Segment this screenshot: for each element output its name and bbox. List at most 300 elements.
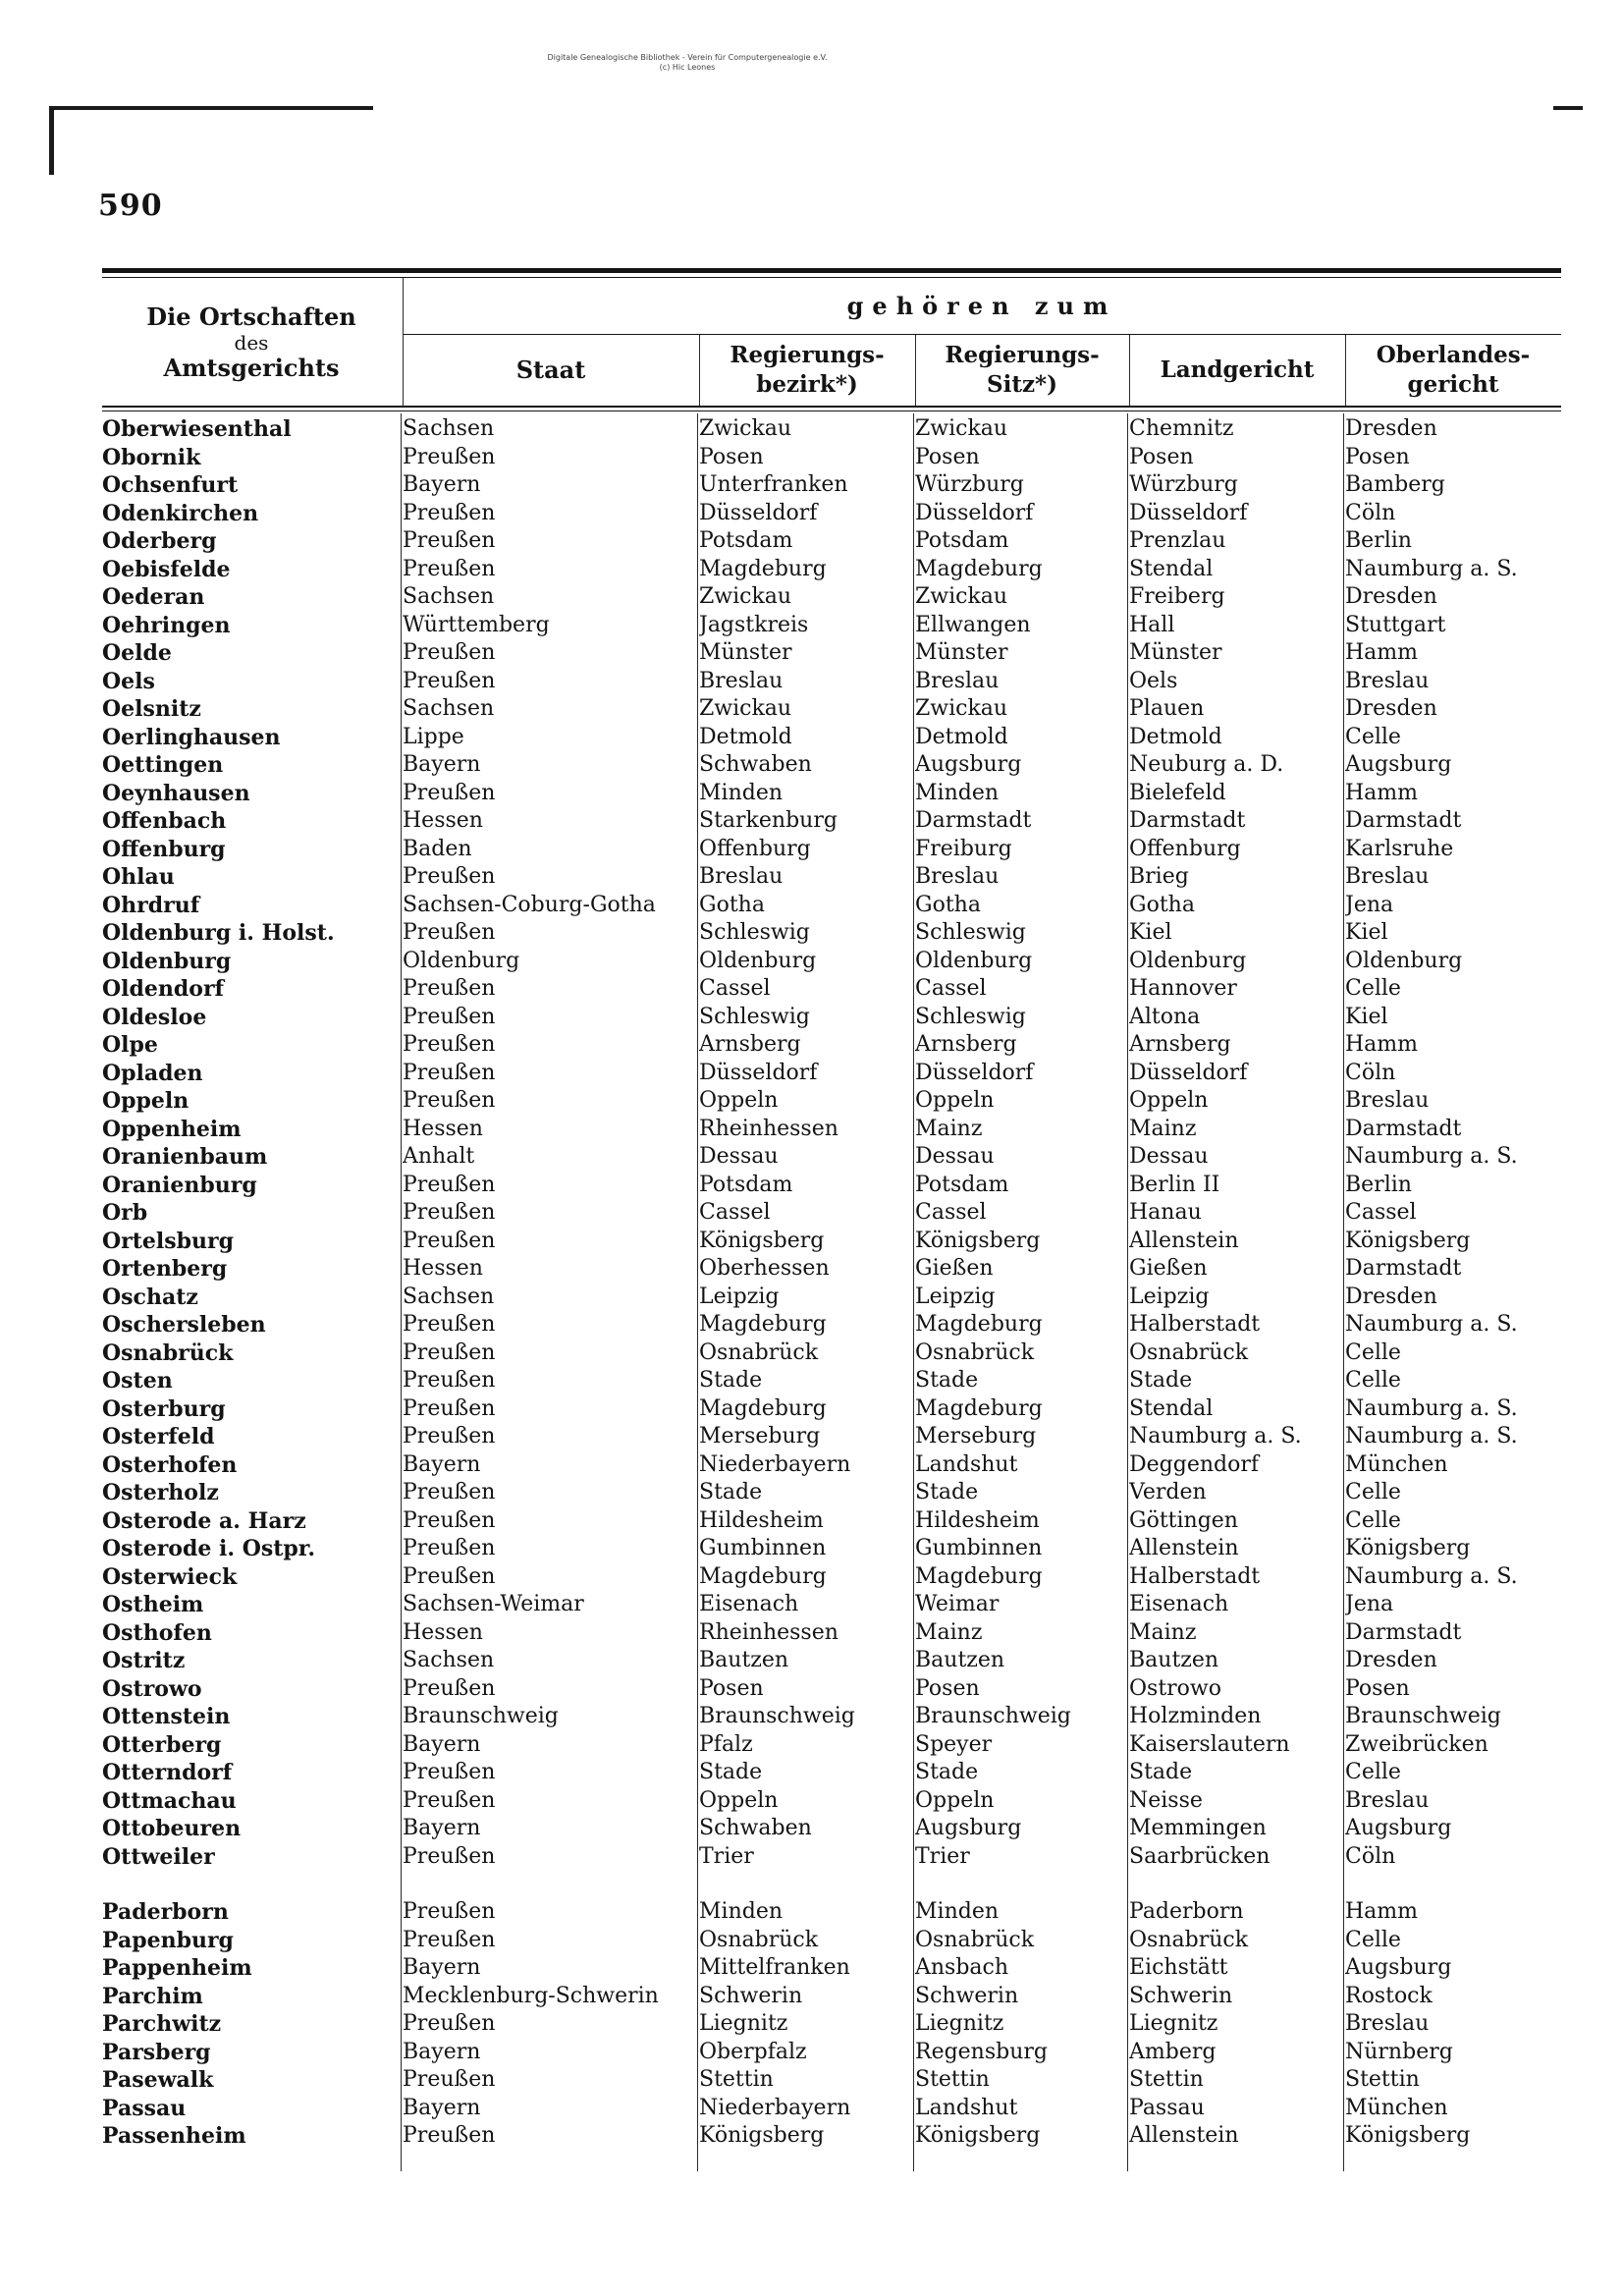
- court-cell: Passau: [1129, 2095, 1205, 2120]
- seat-cell: Potsdam: [915, 1172, 1009, 1197]
- seat-cell: Landshut: [915, 1451, 1018, 1477]
- place-cell: Osterhofen: [102, 1451, 238, 1478]
- place-cell: Osterwieck: [102, 1563, 238, 1590]
- district-cell: Magdeburg: [699, 1563, 827, 1589]
- place-cell: Parchwitz: [102, 2011, 222, 2037]
- court-cell: Gotha: [1129, 892, 1195, 917]
- header-high-court: [1345, 335, 1561, 406]
- seat-cell: Minden: [915, 1899, 1000, 1924]
- court-cell: Paderborn: [1129, 1899, 1244, 1924]
- table-row: [98, 1927, 1561, 1955]
- seat-cell: Münster: [915, 640, 1008, 665]
- state-cell: Preußen: [403, 920, 496, 945]
- district-cell: Offenburg: [699, 836, 811, 861]
- table-row: [98, 2039, 1561, 2067]
- court-cell: Oldenburg: [1129, 948, 1247, 973]
- state-cell: Baden: [403, 836, 472, 861]
- place-cell: Offenbach: [102, 808, 227, 834]
- district-cell: Cassel: [699, 1200, 771, 1225]
- court-cell: Allenstein: [1129, 1228, 1239, 1253]
- court-cell: Münster: [1129, 640, 1222, 665]
- place-cell: Oberwiesenthal: [102, 416, 292, 442]
- district-cell: Dessau: [699, 1144, 779, 1169]
- place-cell: Osterholz: [102, 1480, 219, 1505]
- high-court-cell: Dresden: [1345, 1284, 1437, 1309]
- state-cell: Hessen: [403, 1256, 483, 1281]
- high-court-cell: Breslau: [1345, 668, 1430, 693]
- court-cell: Oels: [1129, 668, 1178, 693]
- seat-cell: Ansbach: [915, 1955, 1009, 1980]
- high-court-cell: Darmstadt: [1345, 1256, 1462, 1281]
- high-court-cell: Stettin: [1345, 2067, 1420, 2092]
- state-cell: Preußen: [403, 556, 496, 581]
- state-cell: Preußen: [403, 976, 496, 1001]
- court-cell: Brieg: [1129, 864, 1189, 889]
- table-row: [98, 1395, 1561, 1424]
- seat-cell: Magdeburg: [915, 556, 1043, 581]
- seat-cell: Leipzig: [915, 1284, 996, 1309]
- state-cell: Braunschweig: [403, 1704, 559, 1728]
- seat-cell: Magdeburg: [915, 1563, 1043, 1589]
- high-court-cell: Breslau: [1345, 864, 1430, 889]
- high-court-cell: Braunschweig: [1345, 1704, 1501, 1728]
- high-court-cell: Cöln: [1345, 1060, 1396, 1085]
- court-cell: Posen: [1129, 444, 1194, 469]
- place-cell: Osthofen: [102, 1619, 212, 1646]
- high-court-cell: Posen: [1345, 444, 1410, 469]
- table-row: [98, 471, 1561, 500]
- table-row: [98, 1423, 1561, 1451]
- state-cell: Sachsen-Coburg-Gotha: [403, 892, 656, 917]
- court-cell: Verden: [1129, 1480, 1207, 1504]
- district-cell: Königsberg: [699, 2123, 825, 2148]
- district-cell: Breslau: [699, 668, 784, 693]
- state-cell: Preußen: [403, 1312, 496, 1337]
- place-cell: Osterode a. Harz: [102, 1507, 306, 1534]
- district-cell: Oppeln: [699, 1787, 779, 1813]
- court-cell: Amberg: [1129, 2039, 1217, 2064]
- district-cell: Gotha: [699, 892, 765, 917]
- high-court-cell: München: [1345, 1451, 1448, 1477]
- place-cell: Oranienburg: [102, 1172, 257, 1198]
- seat-cell: Trier: [915, 1843, 970, 1869]
- place-cell: Ostheim: [102, 1592, 204, 1617]
- table-row: [98, 1563, 1561, 1592]
- table-row: [98, 807, 1561, 836]
- seat-cell: Potsdam: [915, 528, 1009, 553]
- scan-edge-mark: [49, 106, 54, 175]
- high-court-cell: Jena: [1345, 1592, 1394, 1616]
- district-cell: Schwaben: [699, 752, 812, 777]
- high-court-cell: Breslau: [1345, 2011, 1430, 2036]
- table-row: [98, 556, 1561, 584]
- seat-cell: Magdeburg: [915, 1312, 1043, 1337]
- place-cell: Osten: [102, 1368, 173, 1394]
- header-group: [403, 279, 1561, 334]
- high-court-cell: Nürnberg: [1345, 2039, 1453, 2064]
- table-row: [98, 1339, 1561, 1368]
- state-cell: Sachsen: [403, 584, 495, 609]
- court-cell: Stade: [1129, 1368, 1193, 1393]
- state-cell: Preußen: [403, 1675, 496, 1701]
- court-cell: Oppeln: [1129, 1088, 1209, 1113]
- seat-cell: Mainz: [915, 1116, 983, 1141]
- seat-cell: Zwickau: [915, 584, 1008, 609]
- court-cell: Neisse: [1129, 1787, 1203, 1813]
- place-cell: Ochsenfurt: [102, 472, 239, 498]
- seat-cell: Osnabrück: [915, 1339, 1035, 1365]
- district-cell: Münster: [699, 640, 792, 665]
- header-group-label: gehören zum: [846, 292, 1117, 320]
- table-row: [98, 1787, 1561, 1816]
- state-cell: Bayern: [403, 1451, 481, 1477]
- district-cell: Posen: [699, 1675, 764, 1701]
- district-cell: Niederbayern: [699, 1451, 851, 1477]
- high-court-cell: Königsberg: [1345, 2123, 1471, 2148]
- state-cell: Preußen: [403, 1760, 496, 1784]
- table-row: [98, 948, 1561, 976]
- seat-cell: Magdeburg: [915, 1395, 1043, 1421]
- high-court-cell: Hamm: [1345, 780, 1419, 805]
- header-place: [102, 279, 401, 406]
- place-cell: Ohrdruf: [102, 892, 200, 918]
- place-cell: Oelsnitz: [102, 696, 201, 722]
- table-row: [98, 1759, 1561, 1787]
- table-row: [98, 1311, 1561, 1339]
- state-cell: Hessen: [403, 808, 483, 833]
- seat-cell: Düsseldorf: [915, 1060, 1034, 1085]
- scan-edge-mark: [1553, 106, 1583, 110]
- place-cell: Passenheim: [102, 2123, 246, 2149]
- state-cell: Hessen: [403, 1619, 483, 1645]
- state-cell: Bayern: [403, 2095, 481, 2120]
- header-court-label: Landgericht: [1160, 356, 1315, 383]
- seat-cell: Mainz: [915, 1619, 983, 1645]
- state-cell: Preußen: [403, 1899, 496, 1924]
- court-cell: Mainz: [1129, 1116, 1197, 1141]
- seat-cell: Weimar: [915, 1592, 1000, 1616]
- high-court-cell: Dresden: [1345, 584, 1437, 609]
- state-cell: Preußen: [403, 1395, 496, 1421]
- state-cell: Bayern: [403, 752, 481, 777]
- high-court-cell: Darmstadt: [1345, 1619, 1462, 1645]
- district-cell: Jagstkreis: [699, 612, 809, 637]
- seat-cell: Schwerin: [915, 1983, 1019, 2008]
- header-seat-line-2: Sitz*): [987, 371, 1057, 398]
- state-cell: Bayern: [403, 1731, 481, 1757]
- table-row: [98, 1647, 1561, 1675]
- place-cell: Pasewalk: [102, 2067, 214, 2093]
- place-cell: Parsberg: [102, 2039, 211, 2065]
- watermark-line-1: Digitale Genealogische Bibliothek - Verein für Computergenealogie e.V.: [547, 53, 828, 62]
- court-cell: Kiel: [1129, 920, 1172, 945]
- district-cell: Königsberg: [699, 1228, 825, 1253]
- district-cell: Eisenach: [699, 1592, 799, 1616]
- high-court-cell: Augsburg: [1345, 752, 1452, 777]
- place-cell: Parchim: [102, 1983, 203, 2009]
- court-cell: Holzminden: [1129, 1704, 1262, 1728]
- court-cell: Offenburg: [1129, 836, 1241, 861]
- seat-cell: Braunschweig: [915, 1704, 1071, 1728]
- table-row: [98, 1815, 1561, 1843]
- table-row: [98, 836, 1561, 864]
- seat-cell: Königsberg: [915, 1228, 1041, 1253]
- table-row: [98, 780, 1561, 808]
- high-court-cell: Breslau: [1345, 1088, 1430, 1113]
- table-row: [98, 1367, 1561, 1395]
- seat-cell: Bautzen: [915, 1648, 1005, 1672]
- table-row: [98, 1116, 1561, 1144]
- table-row: [98, 1591, 1561, 1619]
- seat-cell: Freiburg: [915, 836, 1012, 861]
- header-top-rule: [102, 268, 1561, 273]
- seat-cell: Oppeln: [915, 1088, 995, 1113]
- state-cell: Preußen: [403, 640, 496, 665]
- header-place-line-2: des: [234, 330, 269, 355]
- place-cell: Oldenburg i. Holst.: [102, 920, 335, 946]
- place-cell: Oelde: [102, 640, 172, 666]
- header-state: [403, 335, 699, 406]
- district-cell: Potsdam: [699, 1172, 793, 1197]
- state-cell: Preußen: [403, 1563, 496, 1589]
- place-cell: Oederan: [102, 584, 205, 610]
- place-cell: Obornik: [102, 444, 201, 470]
- court-cell: Bielefeld: [1129, 780, 1226, 805]
- district-cell: Trier: [699, 1843, 754, 1869]
- high-court-cell: Celle: [1345, 1480, 1401, 1504]
- high-court-cell: Dresden: [1345, 1648, 1437, 1672]
- district-cell: Cassel: [699, 976, 771, 1001]
- place-cell: Otterndorf: [102, 1760, 233, 1785]
- court-cell: Hall: [1129, 612, 1175, 637]
- seat-cell: Schleswig: [915, 920, 1026, 945]
- seat-cell: Arnsberg: [915, 1032, 1017, 1057]
- table-row: [98, 1535, 1561, 1563]
- place-cell: Ottobeuren: [102, 1816, 242, 1841]
- table-row: [98, 724, 1561, 752]
- court-cell: Allenstein: [1129, 2123, 1239, 2148]
- court-cell: Berlin II: [1129, 1172, 1220, 1197]
- district-cell: Zwickau: [699, 584, 792, 609]
- high-court-cell: Darmstadt: [1345, 1116, 1462, 1141]
- place-cell: Osnabrück: [102, 1339, 234, 1366]
- seat-cell: Düsseldorf: [915, 500, 1034, 525]
- seat-cell: Oldenburg: [915, 948, 1033, 973]
- court-cell: Prenzlau: [1129, 528, 1226, 553]
- high-court-cell: Naumburg a. S.: [1345, 1395, 1518, 1421]
- place-cell: Osterburg: [102, 1395, 226, 1422]
- state-cell: Preußen: [403, 668, 496, 693]
- court-cell: Memmingen: [1129, 1816, 1267, 1840]
- high-court-cell: Naumburg a. S.: [1345, 1144, 1518, 1169]
- state-cell: Preußen: [403, 1843, 496, 1869]
- table-row: [98, 444, 1561, 472]
- district-cell: Oberpfalz: [699, 2039, 807, 2064]
- header-place-line-3: Amtsgerichts: [163, 353, 340, 382]
- table-body: [98, 415, 1561, 2151]
- high-court-cell: Augsburg: [1345, 1955, 1452, 1980]
- district-cell: Posen: [699, 444, 764, 469]
- state-cell: Preußen: [403, 1200, 496, 1225]
- seat-cell: Cassel: [915, 1200, 987, 1225]
- place-cell: Oettingen: [102, 752, 224, 778]
- watermark-line-2: (c) Hic Leones: [659, 63, 716, 72]
- state-cell: Preußen: [403, 864, 496, 889]
- district-cell: Bautzen: [699, 1648, 789, 1672]
- header-court: [1129, 335, 1345, 406]
- district-cell: Osnabrück: [699, 1339, 819, 1365]
- table-row: [98, 2066, 1561, 2095]
- seat-cell: Stettin: [915, 2067, 990, 2092]
- state-cell: Preußen: [403, 1339, 496, 1365]
- seat-cell: Cassel: [915, 976, 987, 1001]
- place-cell: Osterfeld: [102, 1424, 215, 1449]
- high-court-cell: Königsberg: [1345, 1536, 1471, 1560]
- district-cell: Schleswig: [699, 1004, 810, 1029]
- district-cell: Arnsberg: [699, 1032, 801, 1057]
- state-cell: Bayern: [403, 1816, 481, 1840]
- place-cell: Oranienbaum: [102, 1144, 268, 1170]
- court-cell: Saarbrücken: [1129, 1843, 1271, 1869]
- table-row: [98, 639, 1561, 668]
- court-cell: Mainz: [1129, 1619, 1197, 1645]
- state-cell: Preußen: [403, 1536, 496, 1560]
- district-cell: Osnabrück: [699, 1927, 819, 1952]
- scan-edge-mark: [49, 106, 373, 110]
- court-cell: Kaiserslautern: [1129, 1731, 1290, 1757]
- header-high-court-line-2: gericht: [1407, 371, 1499, 398]
- place-cell: Ottenstein: [102, 1704, 231, 1729]
- table-row: [98, 2095, 1561, 2123]
- district-cell: Braunschweig: [699, 1704, 855, 1728]
- table-row: [98, 695, 1561, 724]
- table-row: [98, 975, 1561, 1004]
- header-place-line-1: Die Ortschaften: [146, 301, 356, 331]
- table-row: [98, 1060, 1561, 1088]
- page-number: 590: [98, 189, 163, 223]
- district-cell: Oberhessen: [699, 1256, 830, 1281]
- high-court-cell: Hamm: [1345, 1899, 1419, 1924]
- court-cell: Stade: [1129, 1760, 1193, 1784]
- court-cell: Detmold: [1129, 724, 1222, 749]
- district-cell: Schwerin: [699, 1983, 803, 2008]
- state-cell: Preußen: [403, 1088, 496, 1113]
- table-row: [98, 1031, 1561, 1060]
- high-court-cell: Naumburg a. S.: [1345, 1312, 1518, 1337]
- header-top-rule-thin: [102, 277, 1561, 278]
- court-cell: Ostrowo: [1129, 1675, 1222, 1701]
- district-cell: Hildesheim: [699, 1507, 824, 1533]
- seat-cell: Gießen: [915, 1256, 994, 1281]
- court-cell: Gießen: [1129, 1256, 1208, 1281]
- district-cell: Leipzig: [699, 1284, 780, 1309]
- state-cell: Preußen: [403, 1927, 496, 1952]
- seat-cell: Zwickau: [915, 416, 1008, 441]
- state-cell: Bayern: [403, 472, 481, 497]
- table-row: [98, 1898, 1561, 1927]
- table-row: [98, 1954, 1561, 1983]
- table-row: [98, 668, 1561, 696]
- state-cell: Preußen: [403, 500, 496, 525]
- place-cell: Ottmachau: [102, 1787, 237, 1814]
- district-cell: Breslau: [699, 864, 784, 889]
- seat-cell: Darmstadt: [915, 808, 1032, 833]
- place-cell: Offenburg: [102, 836, 226, 862]
- district-cell: Mittelfranken: [699, 1955, 850, 1980]
- high-court-cell: Cöln: [1345, 500, 1396, 525]
- district-cell: Magdeburg: [699, 1312, 827, 1337]
- place-cell: Ottweiler: [102, 1843, 215, 1870]
- table-row: [98, 1284, 1561, 1312]
- district-cell: Pfalz: [699, 1731, 753, 1757]
- table-row: [98, 1507, 1561, 1536]
- table-row: [98, 863, 1561, 892]
- header-bottom-rule: [102, 406, 1561, 408]
- high-court-cell: Darmstadt: [1345, 808, 1462, 833]
- court-cell: Düsseldorf: [1129, 1060, 1248, 1085]
- high-court-cell: Kiel: [1345, 1004, 1388, 1029]
- place-cell: Orb: [102, 1200, 148, 1226]
- state-cell: Preußen: [403, 1172, 496, 1197]
- state-cell: Württemberg: [403, 612, 550, 637]
- state-cell: Preußen: [403, 1424, 496, 1449]
- table-row: [98, 1255, 1561, 1284]
- state-cell: Sachsen: [403, 416, 495, 441]
- table-row: [98, 500, 1561, 528]
- seat-cell: Posen: [915, 1675, 980, 1701]
- state-cell: Sachsen: [403, 1648, 495, 1672]
- court-cell: Freiberg: [1129, 584, 1225, 609]
- court-cell: Schwerin: [1129, 1983, 1233, 2008]
- high-court-cell: Bamberg: [1345, 472, 1445, 497]
- table-row: [98, 1703, 1561, 1731]
- high-court-cell: Cöln: [1345, 1843, 1396, 1869]
- state-cell: Preußen: [403, 2067, 496, 2092]
- high-court-cell: Celle: [1345, 976, 1401, 1001]
- court-cell: Hannover: [1129, 976, 1237, 1001]
- high-court-cell: Naumburg a. S.: [1345, 1424, 1518, 1449]
- district-cell: Düsseldorf: [699, 1060, 818, 1085]
- district-cell: Rheinhessen: [699, 1619, 839, 1645]
- place-cell: Ohlau: [102, 864, 175, 890]
- high-court-cell: Cassel: [1345, 1200, 1417, 1225]
- state-cell: Preußen: [403, 1060, 496, 1085]
- court-cell: Naumburg a. S.: [1129, 1424, 1302, 1449]
- place-cell: Oderberg: [102, 528, 217, 554]
- district-cell: Gumbinnen: [699, 1536, 827, 1560]
- state-cell: Preußen: [403, 1368, 496, 1393]
- seat-cell: Landshut: [915, 2095, 1018, 2120]
- seat-cell: Regensburg: [915, 2039, 1048, 2064]
- high-court-cell: Breslau: [1345, 1787, 1430, 1813]
- court-cell: Dessau: [1129, 1144, 1209, 1169]
- seat-cell: Gumbinnen: [915, 1536, 1043, 1560]
- court-cell: Stettin: [1129, 2067, 1204, 2092]
- place-cell: Oschersleben: [102, 1312, 266, 1338]
- state-cell: Preußen: [403, 1507, 496, 1533]
- state-cell: Preußen: [403, 1480, 496, 1504]
- header-district: [699, 335, 915, 406]
- district-cell: Stade: [699, 1368, 763, 1393]
- state-cell: Lippe: [403, 724, 464, 749]
- place-cell: Ortenberg: [102, 1256, 228, 1282]
- state-cell: Preußen: [403, 2123, 496, 2148]
- table-row: [98, 527, 1561, 556]
- high-court-cell: Celle: [1345, 1368, 1401, 1393]
- state-cell: Preußen: [403, 1228, 496, 1253]
- table-row: [98, 1675, 1561, 1704]
- table-row: [98, 1172, 1561, 1200]
